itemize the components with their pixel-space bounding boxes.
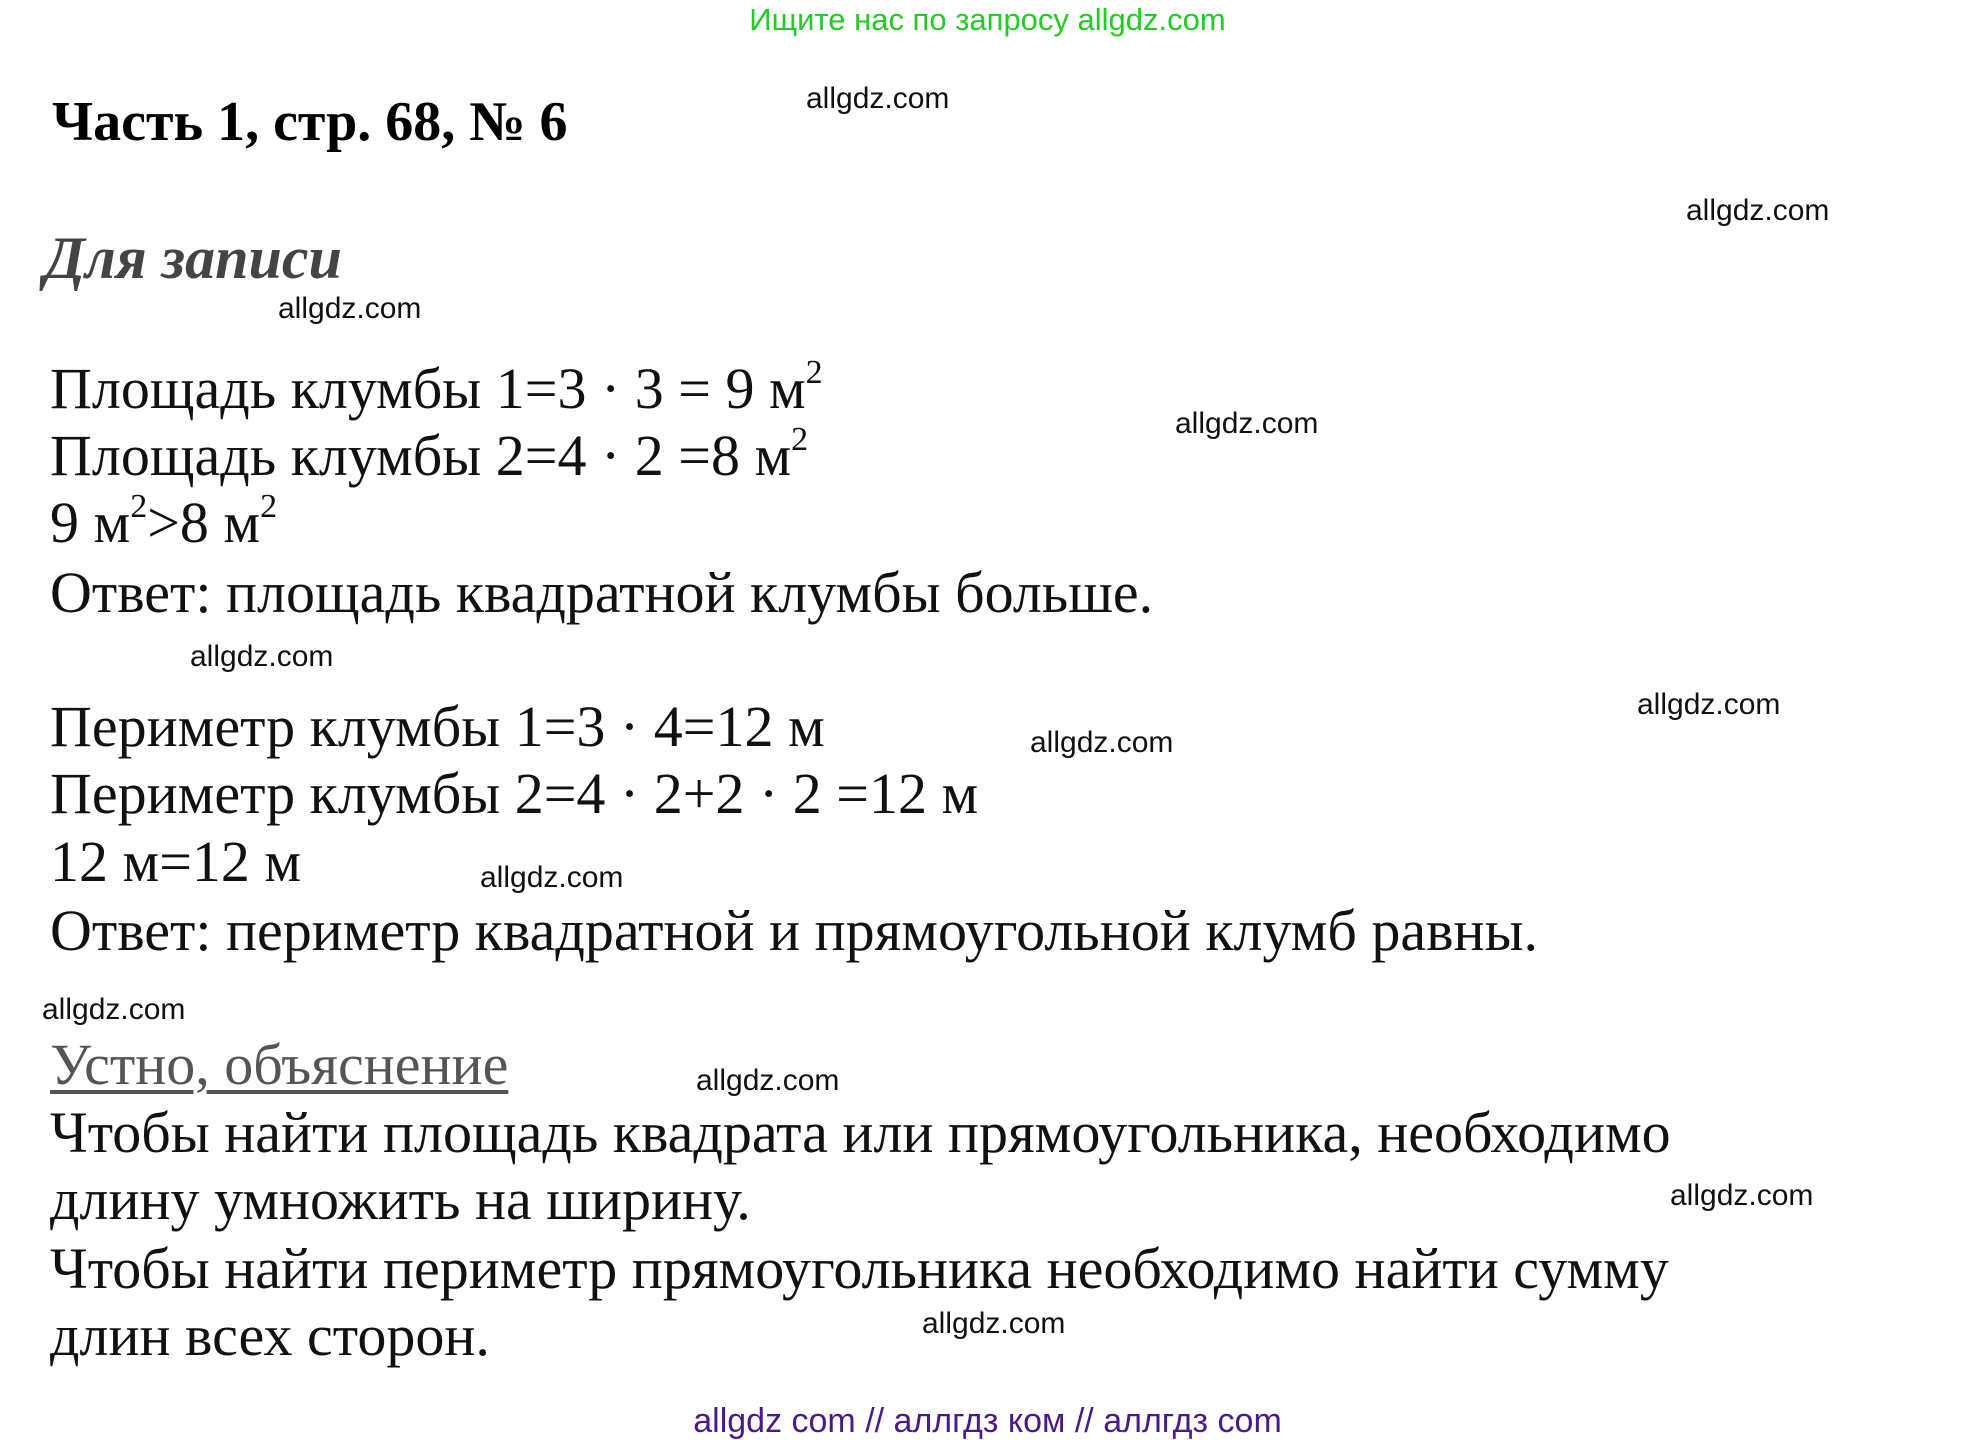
watermark: allgdz.com [1670, 1179, 1814, 1212]
oral-explanation-heading: Устно, объяснение [50, 1032, 509, 1097]
section-heading-for-notes: Для записи [44, 225, 342, 291]
area-line-2 [50, 421, 809, 488]
comparison-left: 9 м [50, 490, 131, 555]
perimeter-comparison: 12 м=12 м [50, 829, 302, 894]
explanation-line: длину умножить на ширину. [50, 1167, 751, 1232]
area-line-1-text: Площадь клумбы 1=3 · 3 = 9 м [50, 356, 806, 421]
area-line-1 [50, 354, 823, 421]
superscript: 2 [805, 354, 823, 391]
watermark: allgdz.com [480, 861, 624, 894]
watermark: allgdz.com [1175, 407, 1319, 440]
watermark: allgdz.com [278, 292, 422, 325]
search-banner[interactable]: Ищите нас по запросу allgdz.com [749, 2, 1226, 37]
watermark: allgdz.com [190, 640, 334, 673]
watermark: allgdz.com [922, 1307, 1066, 1340]
area-comparison [50, 488, 278, 555]
explanation-line: Чтобы найти периметр прямоугольника необходимо найти сумму [50, 1236, 1669, 1301]
watermark: allgdz.com [696, 1064, 840, 1097]
watermark: allgdz.com [1686, 194, 1830, 227]
perimeter-line-1: Периметр клумбы 1=3 · 4=12 м [50, 694, 825, 759]
area-line-2-text: Площадь клумбы 2=4 · 2 =8 м [50, 423, 792, 488]
explanation-line: длин всех сторон. [50, 1303, 490, 1368]
superscript: 2 [130, 488, 148, 525]
page-title: Часть 1, стр. 68, № 6 [52, 91, 568, 153]
watermark: allgdz.com [1637, 688, 1781, 721]
perimeter-answer: Ответ: периметр квадратной и прямоугольной клумб равны. [50, 898, 1539, 963]
area-answer: Ответ: площадь квадратной клумбы больше. [50, 560, 1154, 625]
comparison-right: >8 м [147, 490, 261, 555]
watermark: allgdz.com [1030, 726, 1174, 759]
watermark: allgdz.com [42, 993, 186, 1026]
perimeter-line-2: Периметр клумбы 2=4 · 2+2 · 2 =12 м [50, 761, 979, 826]
footer-links[interactable]: allgdz com // аллгдз ком // аллгдз com [693, 1402, 1282, 1440]
superscript: 2 [260, 488, 278, 525]
superscript: 2 [791, 421, 809, 458]
explanation-line: Чтобы найти площадь квадрата или прямоугольника, необходимо [50, 1100, 1671, 1165]
watermark: allgdz.com [806, 82, 950, 115]
